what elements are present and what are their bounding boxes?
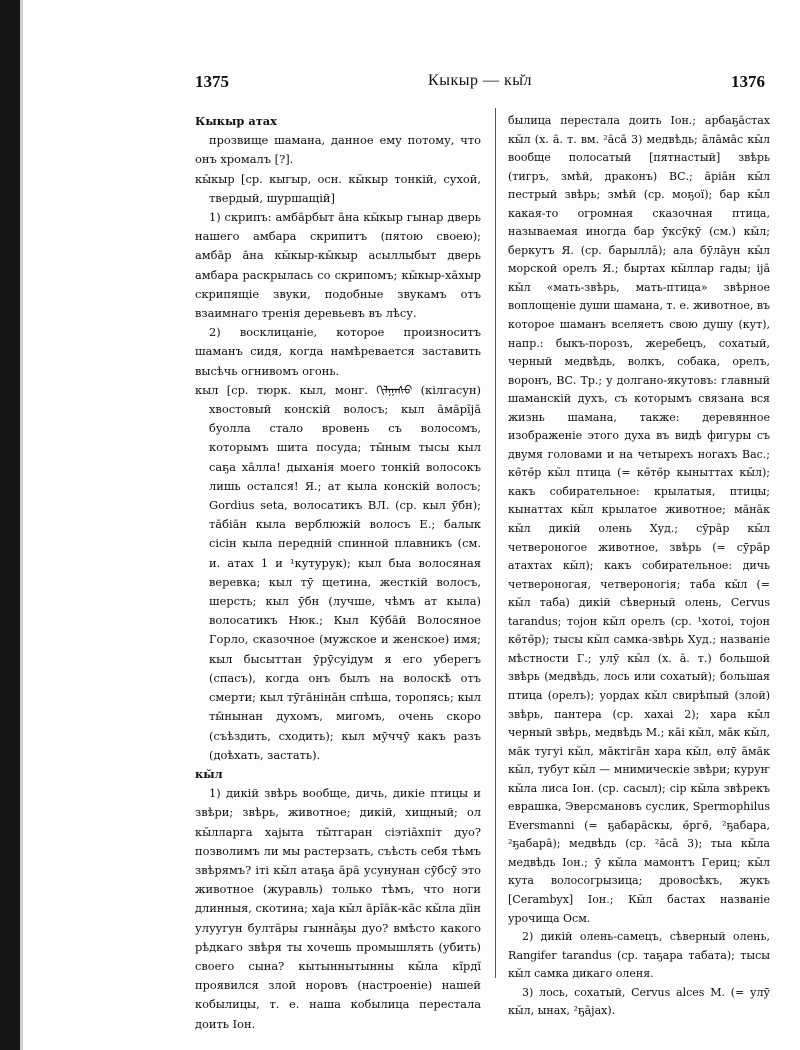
definition-paragraph: 3) лось, сохатый, Cervus alces М. (= улӯ кы̆л, ынах, ²ҕа̄јах). bbox=[508, 985, 770, 1018]
definition-paragraph: былица перестала доить Іон.; арбаҕа̄стах кы̆л (х. а̄. т. вм. ²а̄са̄ 3) медвѣдь; а̄ла̄ма̄с кы̆л вообще полосатый [пятнастый] звѣрь (тигръ, змѣй, драконъ) ВС.; а̄ріа̄н кы̆л пестрый звѣрь; змѣй (ср. моҕої); бар кы̆л какая-то огромная сказочная птица, называемая иногда бар ӯксӯкӯ (см.) кы̆л; беркутъ Я. (ср. барылла̄); ала бӯла̄ун кы̆л морской орелъ Я.; быртах кы̆ллар гады; іја̄ кы̆л «мать-звѣрь, мать-птица» звѣрное воплощеніе души шамана, т. е. животное, въ которое шаманъ вселяетъ свою душу (кут), напр.: быкъ-порозъ, жеребецъ, сохатый, черный медвѣдь, волкъ, собака, орелъ, воронъ, ВС. Тр.; у долгано-якутовъ: главный шаманскій духъ, съ которымъ связана вся жизнь шамана, также: деревянное изображеніе этого духа въ видѣ фигуры съ двумя головами и на четырехъ ногахъ Вас.; кө̄тө̄р кы̆л птица (= кө̄тө̄р кыныттах кы̆л); какъ собирательное: крылатыя, птицы; кынаттах кы̆л крылатое животное; ма̄на̄к кы̆л дикій олень Худ.; сӯра̄р кы̆л четвероногое животное, звѣрь (= сӯра̄р атахтах кы̆л); какъ собирательное: дичь четвероногая, четвероногія; таба кы̆л (= кы̆л таба) дикій сѣверный олень, Cervus tarandus; тојон кы̆л орелъ (ср. ¹хотоі, тојон кө̄тө̄р); тысы кы̆л самка-звѣрь Худ.; названіе мѣстности Г.; улӯ кы̆л (х. а̄. т.) большой звѣрь (медвѣдь, лось или сохатый); большая птица (орелъ); уордах кы̆л свирѣпый (злой) звѣрь, пантера (ср. хахаі 2); хара кы̆л черный звѣрь, медвѣдь М.; ка̄і кы̆л, ма̄к кы̆л, ма̄к тугуі кы̆л, ма̄ктіга̄н хара кы̆л, өлӯ а̄ма̄к кы̆л, тубут кы̆л — мнимическіе звѣри; куруҥ кы̆ла лиса Іон. (ср. сасыл); сір кы̆ла звѣрекъ еврашка, Эверсмановъ суслик, Spermophilus Eversmanni (= ҕабара̄скы, ө̄ргө̄, ²ҕабара, ²ҕабара̄); медвѣдь (ср. ²а̄са̄ 3); тыа кы̆ла медвѣдь Іон.; ӯ кы̆ла мамонтъ Гериц; кы̆л кута волосогрызица; дровосѣкъ, жукъ [Cerambyx] Іон.; Кы̆л бастах названіе урочища Осм. bbox=[508, 114, 771, 925]
page-header bbox=[195, 72, 765, 94]
scan-edge-shadow bbox=[0, 0, 20, 1050]
running-title: Кыкыр — кы̆л bbox=[428, 72, 532, 89]
entry-paragraph: кыл [ср. тюрк. кыл, монг. ᠬᠢᠯᠭᠠᠰᠤ (кілгасун) хвостовый конскій волосъ; кыл а̄ма̄рі̄ја̄ буолла стало вровень съ волосомъ, которымъ шита посуда; ты̄ным тысы кыл саҕа ха̄лла! дыханія моего тонкій волосокъ лишь остался! Я.; ат кыла конскій волосъ; Gordius seta, волосатикъ ВЛ. (ср. кыл ӯбн); та̄біа̄н кыла верблюжій волосъ Е.; балык сісін кыла передній спинной плавникъ (см. и. атах 1 и ¹кутурук); кыл быа волосяная веревка; кыл тӯ щетина, жесткій волосъ, шерсть; кыл ӯбн (лучше, чѣмъ ат кыла) волосатикъ Нюк.; Кыл Кӯба̄й Волосяное Горло, сказочное (мужское и женское) имя; кыл быcыттан ӯрӯсуідум я его уберегъ (спасъ), когда онъ былъ на волоскѣ отъ смерти; кыл тӯга̄ніна̄н спѣша, торопясь; кыл ты̄нынан духомъ, мигомъ, очень скоро (съѣздить, сходить); кыл мӯччӯ какъ разъ (доѣхать, застать). bbox=[195, 382, 481, 762]
definition-paragraph: 2) дикій олень-самецъ, сѣверный олень, Rangifer tarandus (ср. таҕара табата); тысы кы̆л самка дикаго оленя. bbox=[508, 930, 770, 981]
page-number-left: 1375 bbox=[195, 72, 229, 91]
definition-paragraph: 2) восклицаніе, которое произноситъ шаманъ сидя, когда намѣревается заставить высѣчь огнивомъ огонь. bbox=[195, 325, 481, 378]
definition-paragraph: 1) дикій звѣрь вообще, дичь, дикіе птицы и звѣри; звѣрь, животное; дикій, хищный; ол кы̆лларга хаjыта ты̄тгаран сіэтіа̄хпіт дуо? позволимъ ли мы растерзать, съѣсть себя тѣмъ звѣрямъ? іті кы̆л атаҕа а̄ра̄ усунунан сӯбсӯ это животное (журавль) только тѣмъ, что ноги длинныя, скотина; хаjа кы̆л а̄рі̄а̄к-ка̄с кы̆ла ді̄ін улуугун булта̄ры гынна̄ҕы дуо? вмѣсто какого рѣдкаго звѣря ты хочешь промышлять (убить) своего сына? кытыннытынны кы̆ла кі̄рді̄ проявился злой норовъ (настроеніе) нашей кобылицы, т. е. наша кобылица перестала доить Іон. bbox=[195, 786, 481, 1031]
definition-paragraph: прозвище шамана, данное ему потому, что онъ хромалъ [?]. bbox=[195, 133, 481, 167]
definition-paragraph: 1) скрипъ: амба̄рбыт а̄на кы̆кыр гынар дверь нашего амбара скрипитъ (пятою своею); амба̄р а̄на кы̆кыр-кы̆кыр асыллыбыт дверь амбара раскрылась со скрипомъ; кы̆кыр-ха̄хыр скрипящіе звуки, подобные звукамъ отъ взаимнаго тренія деревьевъ въ лѣсу. bbox=[195, 210, 481, 321]
headword: Кыкыр атах bbox=[195, 114, 277, 128]
entry-heading: кы̆кыр [ср. кыгыр, осн. кы̆кыр тонкій, сухой, твердый, шуршащій] bbox=[195, 171, 481, 205]
scan-edge-line bbox=[20, 0, 23, 1050]
column-divider bbox=[495, 108, 496, 978]
left-column bbox=[195, 112, 481, 1034]
headword: кы̆л bbox=[195, 766, 223, 781]
right-column bbox=[508, 112, 770, 1021]
page-number-right: 1376 bbox=[731, 72, 765, 91]
